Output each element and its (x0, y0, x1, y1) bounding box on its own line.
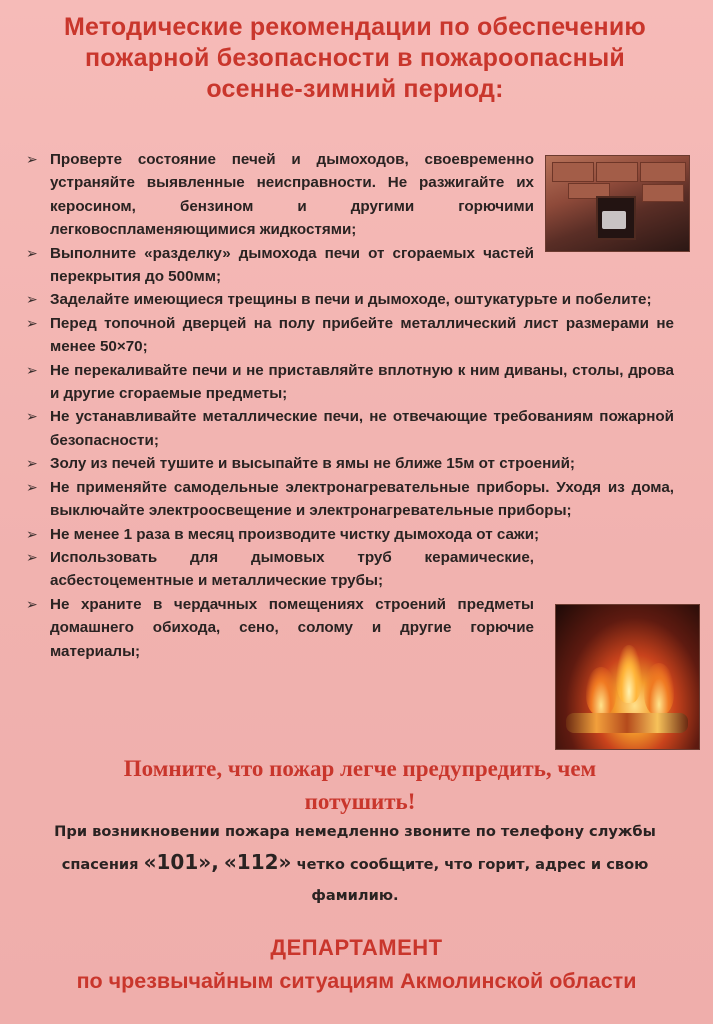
stove-photo (545, 155, 690, 252)
list-item-text: Не устанавливайте металлические печи, не отвечающие требованиям пожарной безопасности; (50, 408, 674, 449)
list-item (26, 242, 534, 289)
list-item-text: Использовать для дымовых труб керамические, асбестоцементные и металлические трубы; (50, 548, 534, 590)
fire-photo (555, 604, 700, 750)
title-line-1: Методические рекомендации по обеспечению (64, 13, 646, 41)
flame-shape (644, 663, 674, 715)
list-item (26, 148, 534, 242)
arrow-bullet-icon: ➢ (26, 244, 38, 261)
brick-shape (642, 184, 684, 202)
list-item (26, 452, 674, 475)
list-item-text: Заделайте имеющиеся трещины в печи и дымоходе, оштукатурьте и побелите; (50, 291, 652, 309)
list-item-text: Не применяйте самодельные электронагревательные приборы. Уходя из дома, выключайте электроосвещение и электронагревательные приборы; (50, 478, 674, 520)
list-item (26, 523, 674, 546)
list-item (26, 476, 674, 523)
brick-shape (640, 162, 686, 182)
arrow-bullet-icon: ➢ (26, 478, 38, 495)
department-subtitle: по чрезвычайным ситуациям Акмолинской области (76, 969, 637, 993)
list-item-text: Не храните в чердачных помещениях строений предметы домашнего обихода, сено, солому и другие горючие материалы; (50, 595, 534, 660)
flame-shape (616, 645, 642, 703)
arrow-bullet-icon: ➢ (26, 151, 38, 167)
ash-shape (602, 211, 626, 229)
brick-shape (596, 162, 638, 182)
list-item (26, 593, 534, 663)
call-line-1: При возникновении пожара немедленно звоните по телефону службы (54, 823, 656, 840)
call-prefix: спасения (61, 856, 139, 873)
logs-shape (566, 713, 688, 733)
list-item (26, 405, 674, 452)
arrow-bullet-icon: ➢ (26, 548, 38, 565)
call-line-2-rest: четко сообщите, что горит, адрес и свою (296, 856, 649, 873)
emergency-number-101: «101» (143, 850, 212, 874)
list-item (26, 288, 674, 311)
emergency-call-text (30, 816, 680, 911)
arrow-bullet-icon: ➢ (26, 361, 38, 378)
emergency-number-112: «112» (223, 850, 292, 874)
remember-line-1: Помните, что пожар легче предупредить, чем (123, 756, 597, 781)
list-item-text: Перед топочной дверцей на полу прибейте металлический лист размерами не менее 50×70; (50, 314, 674, 356)
remember-slogan (40, 752, 680, 818)
list-item-text: Золу из печей тушите и высыпайте в ямы не ближе 15м от строений; (50, 455, 575, 473)
list-item (26, 546, 534, 593)
list-item-text: Проверте состояние печей и дымоходов, своевременно устраняйте выявленные неисправности. Не разжигайте их керосином, бензином и другими горючими легковоспламеняющимися жидкостями; (50, 151, 534, 239)
list-item-text: Не перекаливайте печи и не приставляйте вплотную к ним диваны, столы, дрова и другие сгораемые предметы; (50, 361, 674, 403)
list-item (26, 359, 674, 406)
arrow-bullet-icon: ➢ (26, 408, 38, 425)
list-item-text: Не менее 1 раза в месяц производите чистку дымохода от сажи; (50, 525, 540, 543)
number-separator: , (211, 850, 219, 874)
flame-shape (586, 667, 616, 715)
brick-shape (552, 162, 594, 182)
page-title (20, 12, 690, 105)
department-title: ДЕПАРТАМЕНТ (270, 935, 443, 960)
department-signature (0, 932, 713, 998)
call-line-2 (30, 847, 680, 880)
arrow-bullet-icon: ➢ (26, 455, 38, 472)
call-line-3: фамилию. (311, 887, 399, 904)
title-line-2: пожарной безопасности в пожароопасный (85, 44, 625, 72)
remember-line-2: потушить! (304, 789, 416, 814)
arrow-bullet-icon: ➢ (26, 525, 38, 542)
list-item (26, 312, 674, 359)
arrow-bullet-icon: ➢ (26, 314, 38, 331)
list-item-text: Выполните «разделку» дымохода печи от сгораемых частей перекрытия до 500мм; (50, 244, 534, 286)
title-line-3: осенне-зимний период: (206, 75, 504, 103)
arrow-bullet-icon: ➢ (26, 595, 38, 612)
arrow-bullet-icon: ➢ (26, 291, 38, 308)
